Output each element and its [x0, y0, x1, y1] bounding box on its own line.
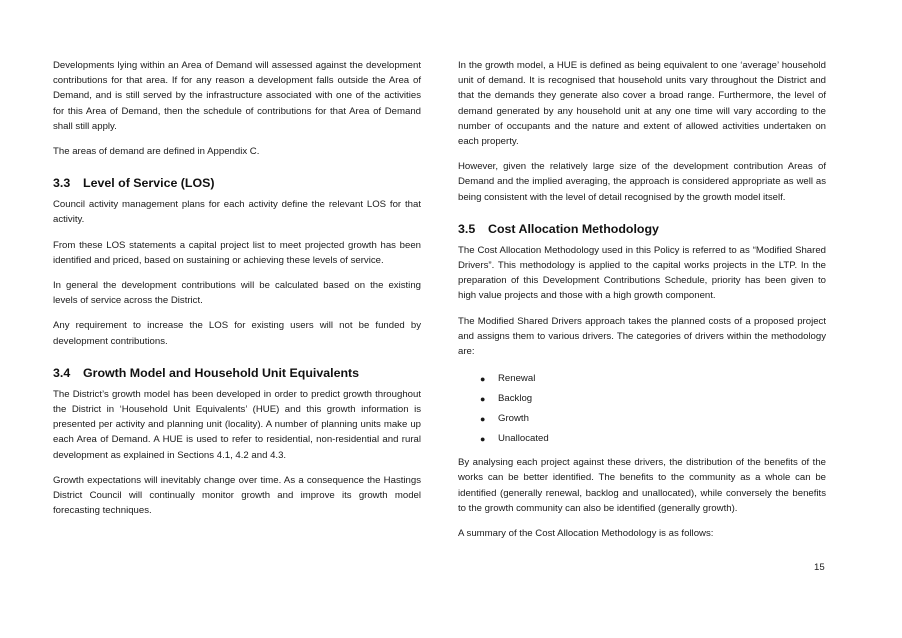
bullet-icon: ● — [480, 394, 486, 405]
bullet-icon: ● — [480, 434, 486, 445]
page-number: 15 — [814, 562, 825, 573]
paragraph: Developments lying within an Area of Demand will assessed against the development contributions for that area. If for any reason a development falls outside the Area of Demand, and is still served by the infrastructure associated with one of the activities for this Area of Demand, then the schedule of contributions for that Area of Demand shall still apply. — [53, 60, 421, 132]
section-title: Growth Model and Household Unit Equivalents — [83, 365, 360, 380]
paragraph: Any requirement to increase the LOS for existing users will not be funded by development contributions. — [53, 320, 421, 347]
section-title: Cost Allocation Methodology — [488, 221, 659, 236]
paragraph: The Cost Allocation Methodology used in this Policy is referred to as “Modified Shared Drivers”. This methodology is applied to the capital works projects in the LTP. In the preparation of this Development Contributions Schedule, priority has been given to high value projects and those with a high growth component. — [458, 244, 826, 302]
section-title: Level of Service (LOS) — [83, 176, 215, 191]
list-item: ● Renewal — [458, 369, 826, 389]
paragraph: The areas of demand are defined in Appendix C. — [53, 146, 260, 158]
paragraph: The District’s growth model has been developed in order to predict growth throughout the District in ‘Household Unit Equivalents’ (HUE) and this growth information is presented per activity and planning unit (locality). A number of planning units make up each Area of Demand. A HUE is used to refer to residential, non-residential and rural development as explained in Sections 4.1, 4.2 and 4.3. — [53, 388, 421, 461]
paragraph: However, given the relatively large size of the development contribution Areas of Demand and the implied averaging, the approach is considered appropriate as well as being consistent with the level of detail recognised by the growth model itself. — [458, 161, 826, 203]
section-heading-3-4 — [53, 365, 421, 381]
section-heading-3-5 — [458, 221, 826, 237]
paragraph: The Modified Shared Drivers approach takes the planned costs of a proposed project and assigns them to various drivers. The categories of drivers within the methodology are: — [458, 315, 826, 358]
list-item: ● Backlog — [458, 389, 826, 409]
paragraph: In the growth model, a HUE is defined as being equivalent to one ‘average’ household unit of demand. It is recognised that household units vary throughout the District and that the demands they generate also cover a broad range. Furthermore, the level of demand generated by any household unit at any one time will vary according to the number of occupants and the nature and extent of allowed activities undertaken on each property. — [458, 60, 826, 148]
list-item: ● Growth — [458, 409, 826, 429]
drivers-list — [458, 369, 826, 449]
paragraph: In general the development contributions will be calculated based on the existing levels of service across the District. — [53, 280, 421, 307]
right-column — [458, 58, 826, 551]
paragraph: Growth expectations will inevitably change over time. As a consequence the Hastings District Council will continually monitor growth and improve its growth model forecasting techniques. — [53, 474, 421, 517]
bullet-icon: ● — [480, 414, 486, 425]
section-number: 3.3 — [53, 176, 71, 191]
list-item: ● Unallocated — [458, 429, 826, 449]
section-number: 3.5 — [458, 221, 476, 236]
paragraph: From these LOS statements a capital project list to meet projected growth has been identified and priced, based on sustaining or achieving these levels of service. — [53, 239, 421, 266]
bullet-icon: ● — [480, 374, 486, 385]
section-number: 3.4 — [53, 365, 71, 380]
paragraph: A summary of the Cost Allocation Methodology is as follows: — [458, 528, 714, 540]
left-column — [53, 58, 421, 528]
paragraph: Council activity management plans for each activity define the relevant LOS for that activity. — [53, 199, 421, 226]
paragraph: By analysing each project against these drivers, the distribution of the benefits of the works can be better identified. The benefits to the community as a whole can be identified (generally renewal, backlog and unallocated), while conversely the benefits to the growth community can also be identified (generally growth). — [458, 457, 826, 514]
section-heading-3-3 — [53, 175, 421, 191]
